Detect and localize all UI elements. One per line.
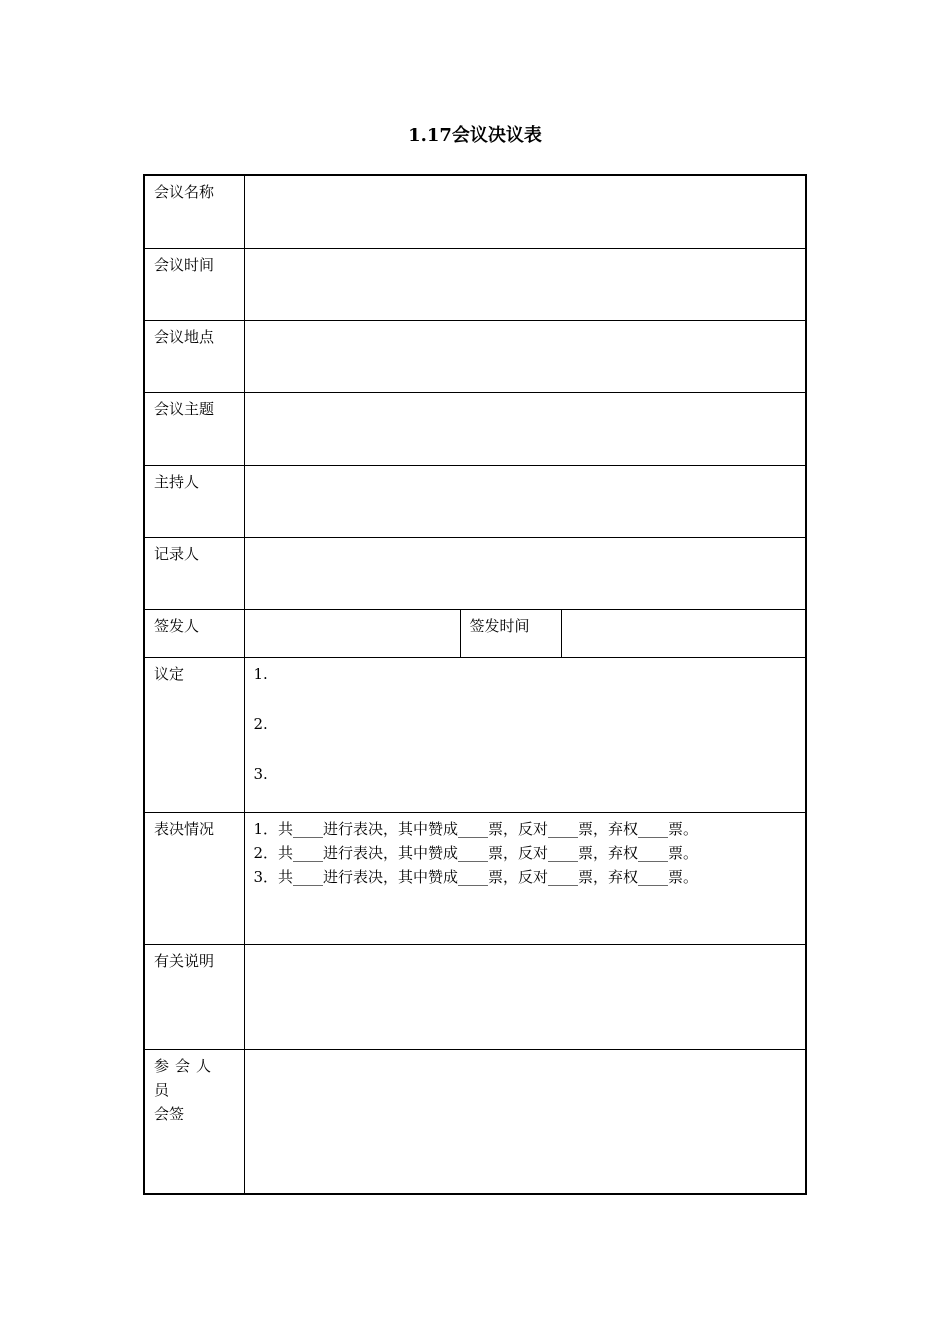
row-meeting-time: [144, 248, 806, 320]
form-title: 1.17会议决议表: [408, 125, 542, 146]
meeting-place-field[interactable]: [244, 320, 806, 392]
voting-field[interactable]: [244, 812, 806, 944]
row-attendees: [144, 1049, 806, 1194]
meeting-topic-field[interactable]: [244, 392, 806, 465]
host-label: 主持人: [144, 465, 244, 537]
signer-label: 签发人: [144, 609, 244, 657]
row-meeting-place: [144, 320, 806, 392]
notes-field[interactable]: [244, 944, 806, 1049]
row-signer: [144, 609, 806, 657]
meeting-name-field[interactable]: [244, 175, 806, 248]
row-decision: [144, 657, 806, 812]
meeting-resolution-table: [143, 174, 807, 1195]
recorder-label: 记录人: [144, 537, 244, 609]
meeting-time-label: 会议时间: [144, 248, 244, 320]
notes-label: 有关说明: [144, 944, 244, 1049]
row-recorder: [144, 537, 806, 609]
row-host: [144, 465, 806, 537]
decision-item: 1.: [253, 664, 268, 683]
decision-field[interactable]: [244, 657, 806, 812]
row-meeting-name: [144, 175, 806, 248]
meeting-time-field[interactable]: [244, 248, 806, 320]
decision-label: 议定: [144, 657, 244, 812]
attendees-label: [144, 1049, 244, 1194]
meeting-place-label: 会议地点: [144, 320, 244, 392]
decision-item: 3.: [253, 764, 268, 783]
vote-line: 1．共____进行表决，其中赞成____票，反对____票，弃权____票。: [253, 819, 699, 838]
host-field[interactable]: [244, 465, 806, 537]
vote-line: 2．共____进行表决，其中赞成____票，反对____票，弃权____票。: [253, 843, 699, 862]
row-meeting-topic: [144, 392, 806, 465]
attendees-label-line2: 会签: [154, 1104, 185, 1123]
voting-label: 表决情况: [144, 812, 244, 944]
sign-time-label: 签发时间: [460, 609, 561, 657]
row-voting: [144, 812, 806, 944]
meeting-topic-label: 会议主题: [144, 392, 244, 465]
signer-field[interactable]: [244, 609, 460, 657]
attendees-sign-field[interactable]: [244, 1049, 806, 1194]
vote-line: 3．共____进行表决，其中赞成____票，反对____票，弃权____票。: [253, 867, 699, 886]
sign-time-field[interactable]: [561, 609, 806, 657]
meeting-name-label: 会议名称: [144, 175, 244, 248]
attendees-label-line1: 参会人员: [154, 1056, 218, 1099]
row-notes: [144, 944, 806, 1049]
decision-item: 2.: [253, 714, 268, 733]
recorder-field[interactable]: [244, 537, 806, 609]
